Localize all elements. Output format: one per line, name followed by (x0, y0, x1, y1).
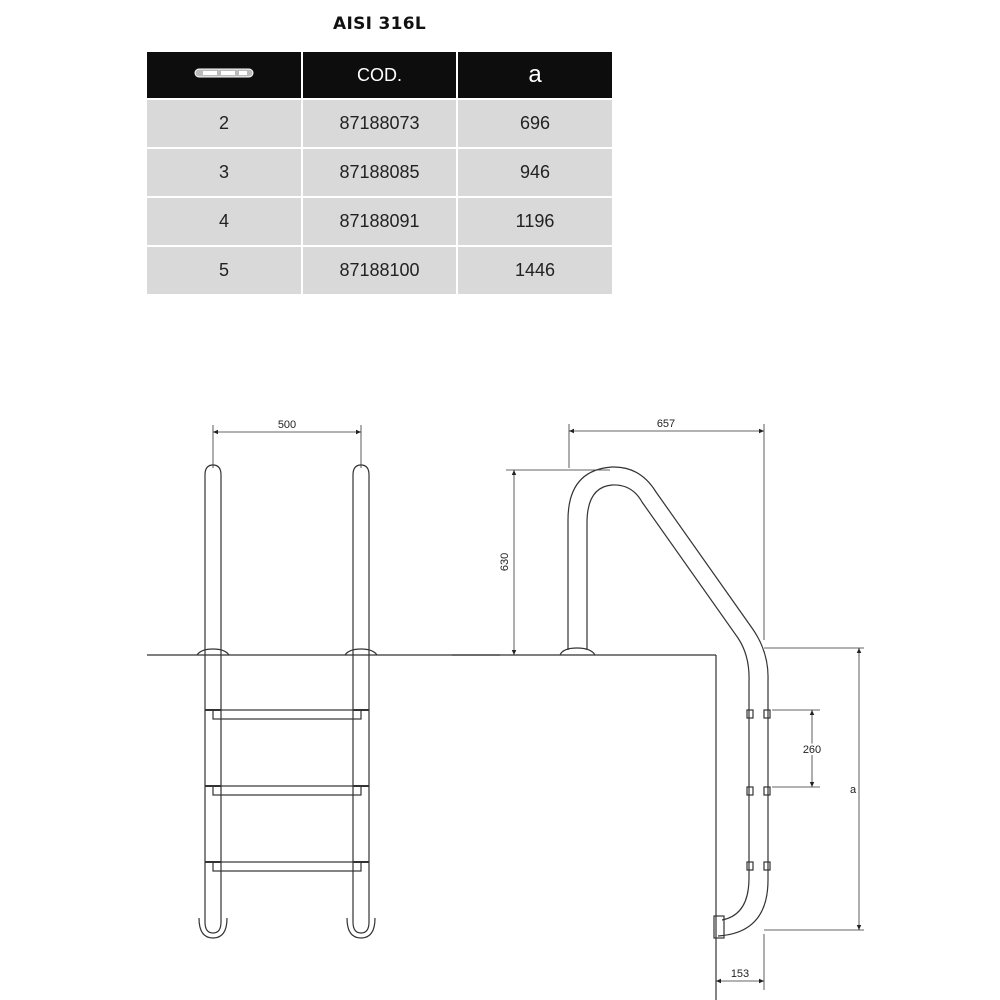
width-dimension-label: 500 (277, 419, 297, 431)
step-spacing-dimension-label: 260 (802, 744, 822, 756)
step-1 (213, 710, 361, 719)
step-bolt (764, 787, 770, 795)
left-foot-outer (199, 918, 227, 938)
material-title: AISI 316L (333, 14, 426, 34)
left-foot (205, 922, 221, 933)
depth-dimension-label: 657 (656, 418, 676, 430)
step-2 (213, 786, 361, 795)
handrail-outer (568, 467, 768, 936)
step-bolt (747, 710, 753, 718)
step-bolt (747, 862, 753, 870)
a-value-cell: 1196 (457, 197, 612, 246)
side-view (452, 424, 864, 1000)
handrail-inner (587, 485, 749, 920)
step-bolt (764, 710, 770, 718)
a-value-cell: 696 (457, 99, 612, 148)
a-value-cell: 946 (457, 148, 612, 197)
step-bolt (747, 787, 753, 795)
step-3 (213, 862, 361, 871)
code-cell: 87188073 (302, 99, 457, 148)
code-cell: 87188091 (302, 197, 457, 246)
a-dimension-label: a (849, 784, 857, 796)
left-rail (205, 465, 221, 922)
steps-cell: 4 (147, 197, 302, 246)
right-foot (353, 922, 369, 933)
code-cell: 87188100 (302, 246, 457, 294)
right-rail (353, 465, 369, 922)
code-column-header: COD. (302, 52, 457, 99)
a-column-header: a (457, 52, 612, 99)
steps-cell: 2 (147, 99, 302, 148)
steps-cell: 3 (147, 148, 302, 197)
code-cell: 87188085 (302, 148, 457, 197)
right-flange (345, 649, 377, 655)
step-bolt (764, 862, 770, 870)
a-value-cell: 1446 (457, 246, 612, 294)
right-foot-outer (347, 918, 375, 938)
base-offset-dimension-label: 153 (730, 968, 750, 980)
left-flange (197, 649, 229, 655)
side-flange (560, 648, 595, 655)
front-view (147, 425, 716, 938)
height-dimension-label: 630 (499, 552, 511, 572)
steps-cell: 5 (147, 246, 302, 294)
